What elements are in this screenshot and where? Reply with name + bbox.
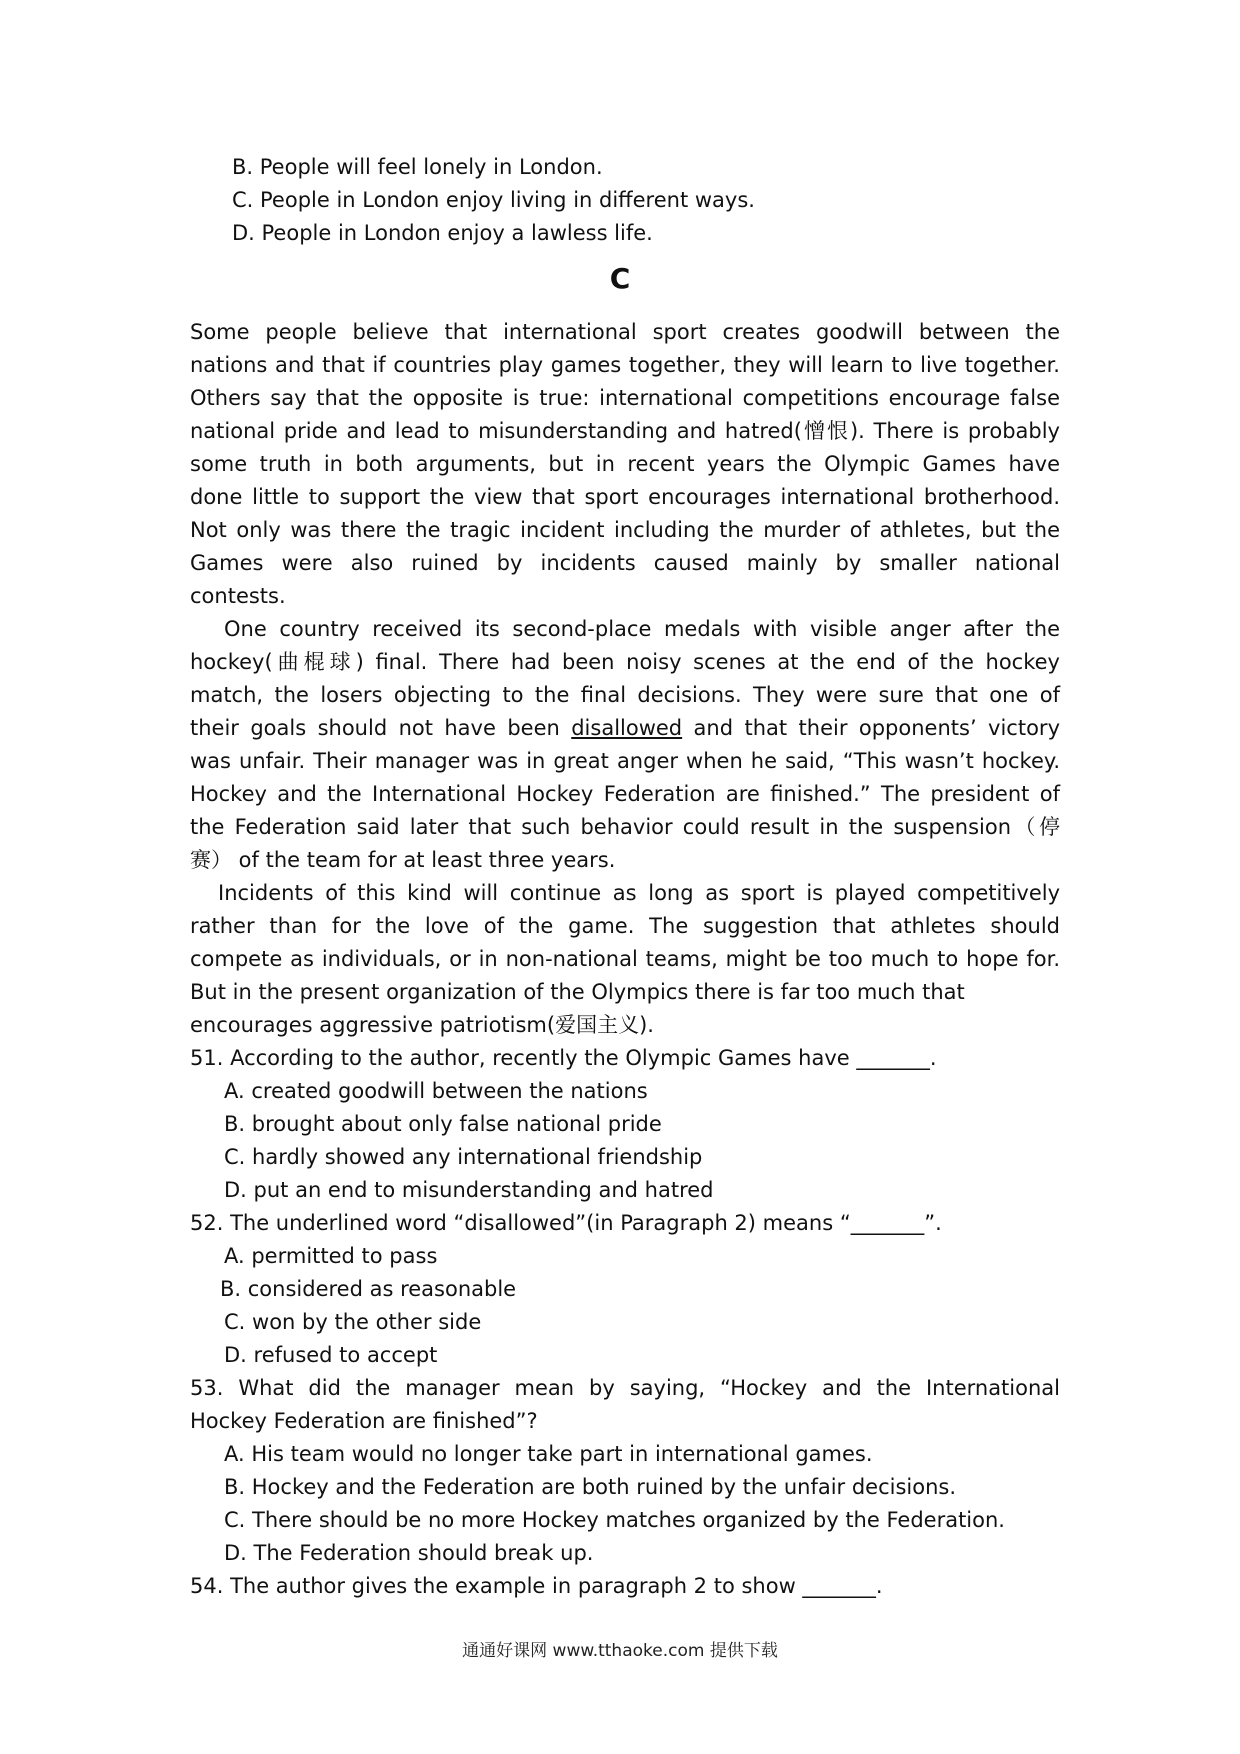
para1-line: national pride and lead to misunderstanding and hatred(憎恨). There is probably [190,419,1060,443]
question-52-stem: 52. The underlined word “disallowed”(in Paragraph 2) means “_______”. [190,1211,942,1235]
q52-option: C. won by the other side [224,1310,482,1334]
option-b-prev: B. People will feel lonely in London. [232,155,603,179]
para1-line: some truth in both arguments, but in recent years the Olympic Games have [190,452,1060,476]
para2-line: hockey(曲棍球) final. There had been noisy scenes at the end of the hockey [190,650,1060,674]
para1-line: Games were also ruined by incidents caused mainly by smaller national [190,551,1060,575]
question-54-stem: 54. The author gives the example in paragraph 2 to show _______. [190,1574,883,1598]
q53-option: A. His team would no longer take part in international games. [224,1442,873,1466]
para1-line: done little to support the view that sport encourages international brotherhood. [190,485,1060,509]
page-footer: 通通好课网 www.tthaoke.com 提供下载 [462,1641,778,1661]
para1-line: Some people believe that international sport creates goodwill between the [190,320,1060,344]
q53-option: C. There should be no more Hockey matches organized by the Federation. [224,1508,1005,1532]
para1-line: nations and that if countries play games together, they will learn to live together. [190,353,1060,377]
para2-text: their goals should not have been [190,716,572,740]
q53-option: D. The Federation should break up. [224,1541,594,1565]
para3-line: rather than for the love of the game. The suggestion that athletes should [190,914,1060,938]
option-d-prev: D. People in London enjoy a lawless life. [232,221,653,245]
q52-option: A. permitted to pass [224,1244,438,1268]
q52-option: B. considered as reasonable [220,1277,517,1301]
q51-option: D. put an end to misunderstanding and hatred [224,1178,714,1202]
para1-line: Not only was there the tragic incident including the murder of athletes, but the [190,518,1060,542]
q53-option: B. Hockey and the Federation are both ruined by the unfair decisions. [224,1475,957,1499]
question-53-stem: 53. What did the manager mean by saying, “Hockey and the International [190,1376,1060,1400]
para2-text: and that their opponents’ victory [682,716,1060,740]
para2-line: Hockey and the International Hockey Federation are finished.” The president of [190,782,1060,806]
para2-line: match, the losers objecting to the final decisions. They were sure that one of [190,683,1060,707]
para3-line: Incidents of this kind will continue as long as sport is played competitively [218,881,1060,905]
section-heading: C [609,262,631,295]
q51-option: A. created goodwill between the nations [224,1079,648,1103]
para3-line: compete as individuals, or in non-national teams, might be too much to hope for. [190,947,1060,971]
option-c-prev: C. People in London enjoy living in different ways. [232,188,755,212]
para2-line: 赛） of the team for at least three years. [190,848,616,872]
q52-option: D. refused to accept [224,1343,438,1367]
para2-line: One country received its second-place medals with visible anger after the [224,617,1060,641]
q51-option: C. hardly showed any international friendship [224,1145,703,1169]
para3-line: encourages aggressive patriotism(爱国主义). [190,1013,654,1037]
question-53-stem: Hockey Federation are finished”? [190,1409,538,1433]
q51-option: B. brought about only false national pride [224,1112,662,1136]
para1-line: contests. [190,584,286,608]
para2-line [190,712,1060,745]
para2-line: the Federation said later that such behavior could result in the suspension（停 [190,815,1060,839]
question-51-stem: 51. According to the author, recently the Olympic Games have _______. [190,1046,937,1070]
para2-line: was unfair. Their manager was in great anger when he said, “This wasn’t hockey. [190,749,1060,773]
para1-line: Others say that the opposite is true: international competitions encourage false [190,386,1060,410]
para3-line: But in the present organization of the Olympics there is far too much that [190,980,965,1004]
underlined-word: disallowed [571,716,683,740]
